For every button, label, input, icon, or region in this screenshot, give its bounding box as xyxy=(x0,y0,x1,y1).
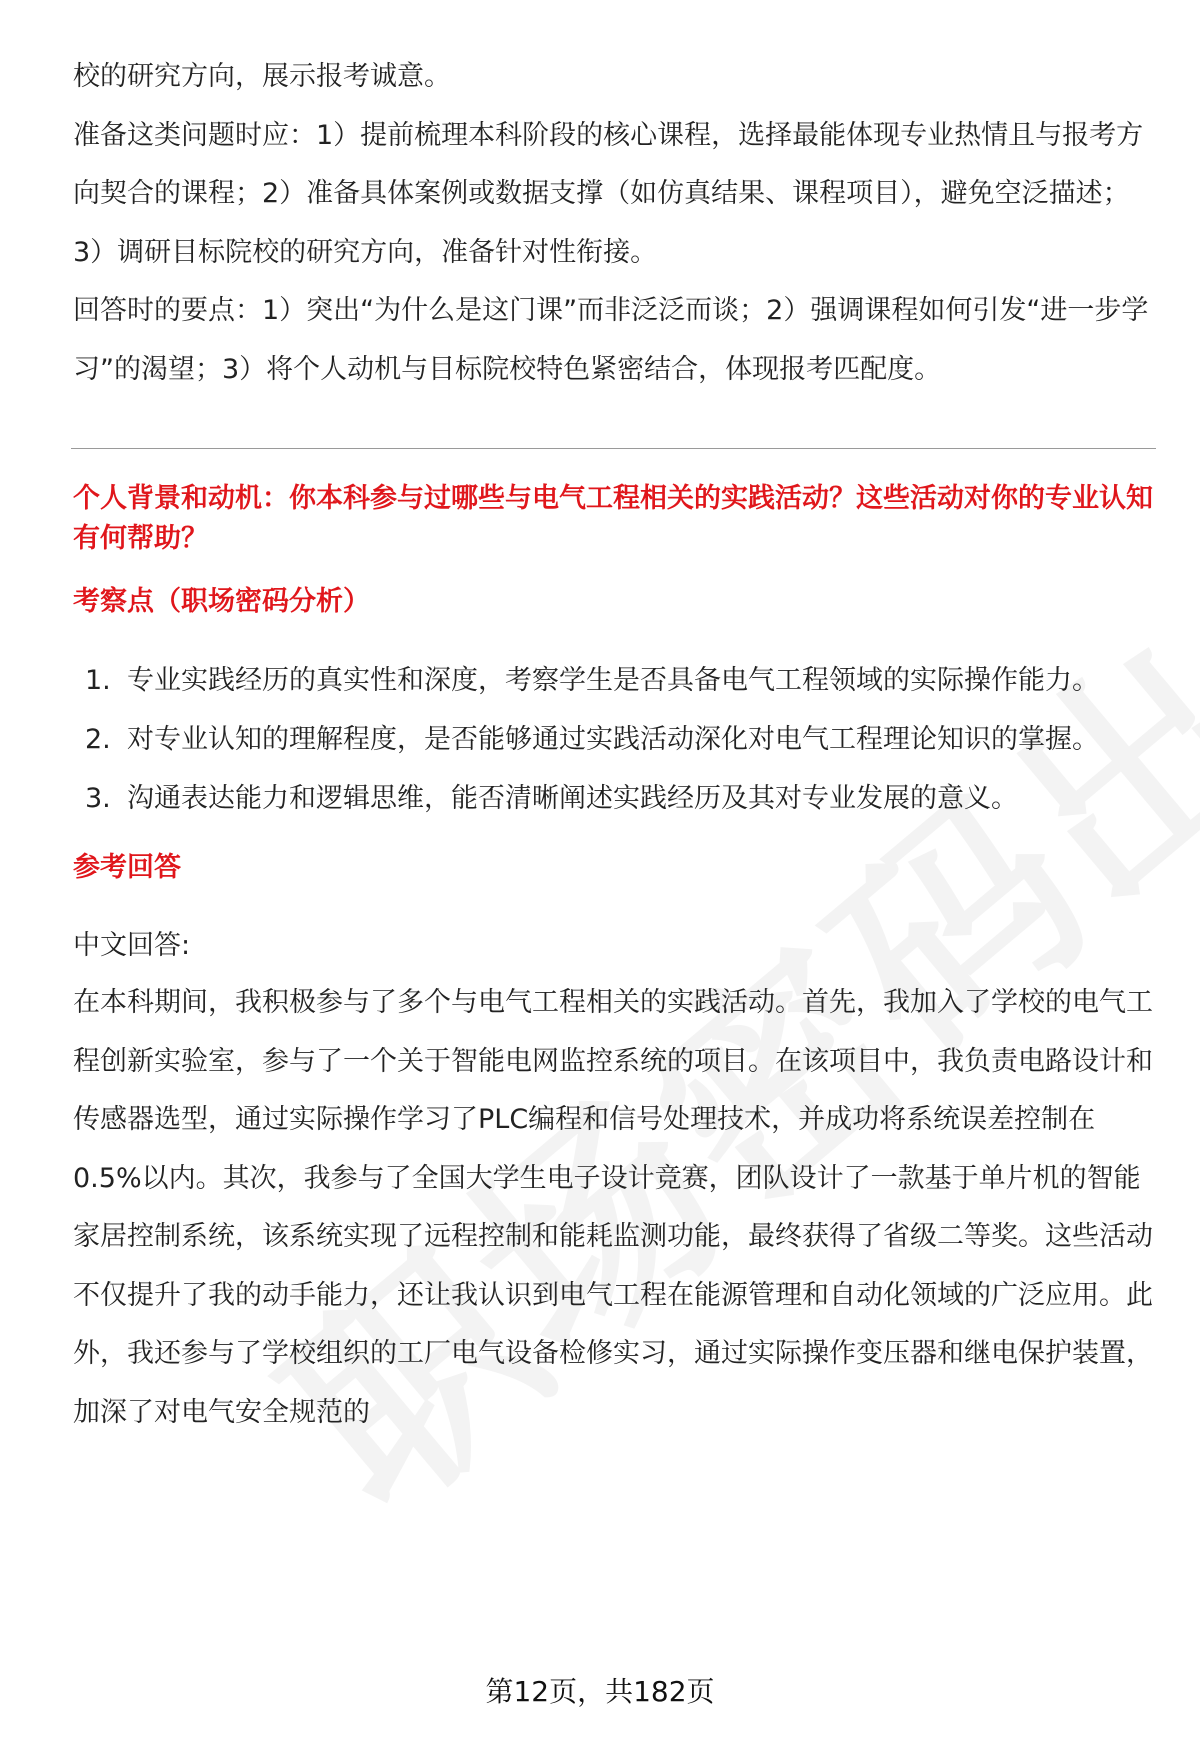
answer-body: 在本科期间，我积极参与了多个与电气工程相关的实践活动。首先，我加入了学校的电气工程创新实验室，参与了一个关于智能电网监控系统的项目。在该项目中，我负责电路设计和传感器选型，通过实际操作学习了PLC编程和信号处理技术，并成功将系统误差控制在0.5%以内。其次，我参与了全国大学生电子设计竞赛，团队设计了一款基于单片机的智能家居控制系统，该系统实现了远程控制和能耗监测功能，最终获得了省级二等奖。这些活动不仅提升了我的动手能力，还让我认识到电气工程在能源管理和自动化领域的广泛应用。此外，我还参与了学校组织的工厂电气设备检修实习，通过实际操作变压器和继电保护装置，加深了对电气安全规范的 xyxy=(73,987,1153,1428)
list-item-text: 对专业认知的理解程度，是否能够通过实践活动深化对电气工程理论知识的掌握。 xyxy=(127,724,1099,755)
list-item-text: 专业实践经历的真实性和深度，考察学生是否具备电气工程领域的实际操作能力。 xyxy=(127,665,1099,696)
list-item xyxy=(73,769,1155,828)
paragraph-preparation: 准备这类问题时应：1）提前梳理本科阶段的核心课程，选择最能体现专业热情且与报考方向契合的课程；2）准备具体案例或数据支撑（如仿真结果、课程项目），避免空泛描述；3）调研目标院校的研究方向，准备针对性衔接。 xyxy=(73,119,1144,268)
assessment-points-list xyxy=(73,651,1155,828)
answer-language-label: 中文回答: xyxy=(73,930,191,961)
assessment-points-heading: 考察点（职场密码分析） xyxy=(73,586,370,617)
page-content xyxy=(73,48,1155,1442)
page-number-footer: 第12页，共182页 xyxy=(485,1675,715,1708)
paragraph-continuation: 校的研究方向，展示报考诚意。 xyxy=(73,61,451,92)
list-item-number: 3. xyxy=(85,783,111,814)
list-item-number: 1. xyxy=(85,665,111,696)
paragraph-answer-tips: 回答时的要点：1）突出“为什么是这门课”而非泛泛而谈；2）强调课程如何引发“进一步学习”的渴望；3）将个人动机与目标院校特色紧密结合，体现报考匹配度。 xyxy=(73,295,1149,385)
list-item xyxy=(73,651,1155,710)
section-divider xyxy=(71,448,1156,449)
list-item xyxy=(73,710,1155,769)
list-item-text: 沟通表达能力和逻辑思维，能否清晰阐述实践经历及其对专业发展的意义。 xyxy=(127,783,1018,814)
question-title: 个人背景和动机：你本科参与过哪些与电气工程相关的实践活动？这些活动对你的专业认知有何帮助？ xyxy=(73,483,1153,554)
reference-answer-heading: 参考回答 xyxy=(73,852,181,883)
list-item-number: 2. xyxy=(85,724,111,755)
